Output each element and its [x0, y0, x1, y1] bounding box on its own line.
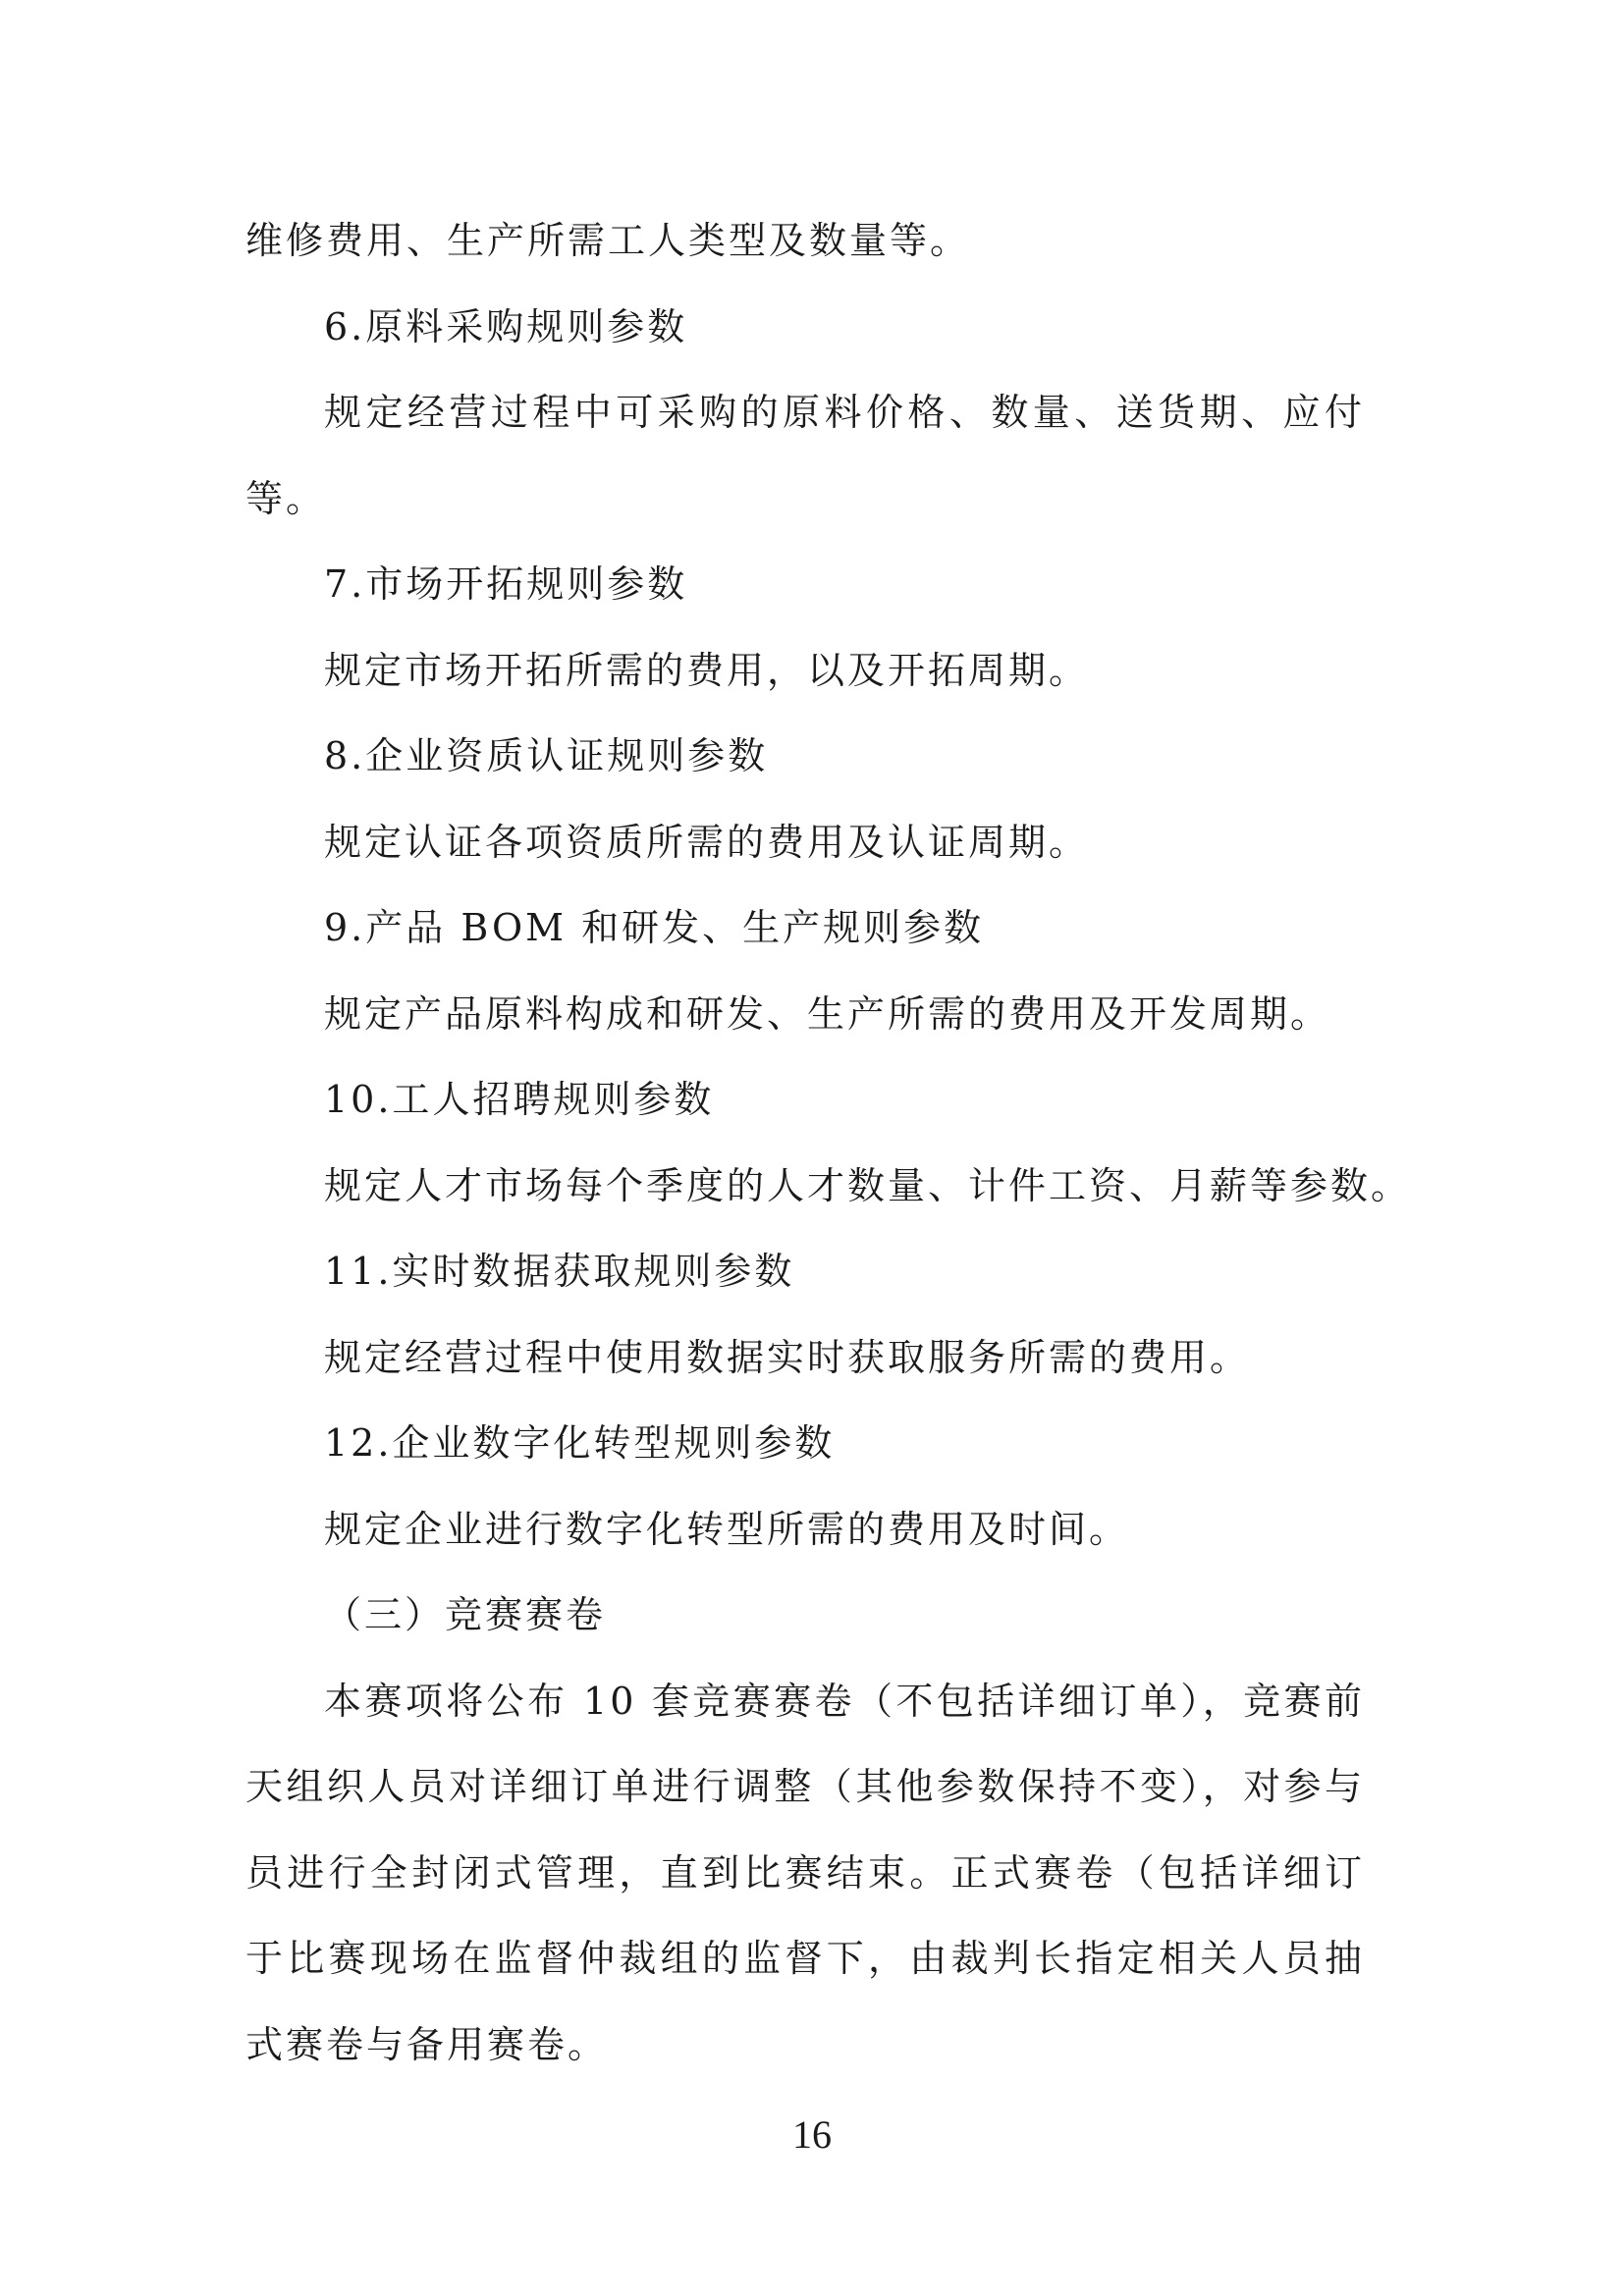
section-heading: 10.工人招聘规则参数	[324, 1078, 715, 1121]
paragraph-line: 等。	[245, 477, 327, 520]
section-heading: （三）竞赛赛卷	[324, 1593, 607, 1636]
paragraph-line: 规定经营过程中使用数据实时获取服务所需的费用。	[324, 1336, 1251, 1379]
section-heading: 8.企业资质认证规则参数	[324, 734, 769, 777]
paragraph-line: 规定经营过程中可采购的原料价格、数量、送货期、应付	[324, 391, 1365, 434]
section-heading: 9.产品 BOM 和研发、生产规则参数	[324, 906, 985, 949]
paragraph-line: 规定企业进行数字化转型所需的费用及时间。	[324, 1508, 1130, 1551]
paragraph-line: 员进行全封闭式管理，直到比赛结束。正式赛卷（包括详细订	[245, 1851, 1365, 1895]
paragraph-line: 于比赛现场在监督仲裁组的监督下，由裁判长指定相关人员抽	[245, 1937, 1365, 1980]
paragraph-line: 规定市场开拓所需的费用，以及开拓周期。	[324, 649, 1090, 692]
paragraph-line: 式赛卷与备用赛卷。	[245, 2023, 609, 2066]
paragraph-line: 规定认证各项资质所需的费用及认证周期。	[324, 821, 1090, 864]
section-heading: 11.实时数据获取规则参数	[324, 1250, 795, 1293]
paragraph-line: 本赛项将公布 10 套竞赛赛卷（不包括详细订单），竞赛前	[324, 1680, 1365, 1723]
section-heading: 6.原料采购规则参数	[324, 305, 688, 348]
paragraph-line: 天组织人员对详细订单进行调整（其他参数保持不变），对参与	[245, 1765, 1365, 1808]
section-heading: 12.企业数字化转型规则参数	[324, 1421, 836, 1465]
section-heading: 7.市场开拓规则参数	[324, 562, 688, 606]
paragraph-line: 规定人才市场每个季度的人才数量、计件工资、月薪等参数。	[324, 1164, 1412, 1207]
page-number: 16	[792, 2112, 832, 2157]
paragraph-line: 维修费用、生产所需工人类型及数量等。	[245, 219, 971, 262]
paragraph-line: 规定产品原料构成和研发、生产所需的费用及开发周期。	[324, 992, 1331, 1036]
